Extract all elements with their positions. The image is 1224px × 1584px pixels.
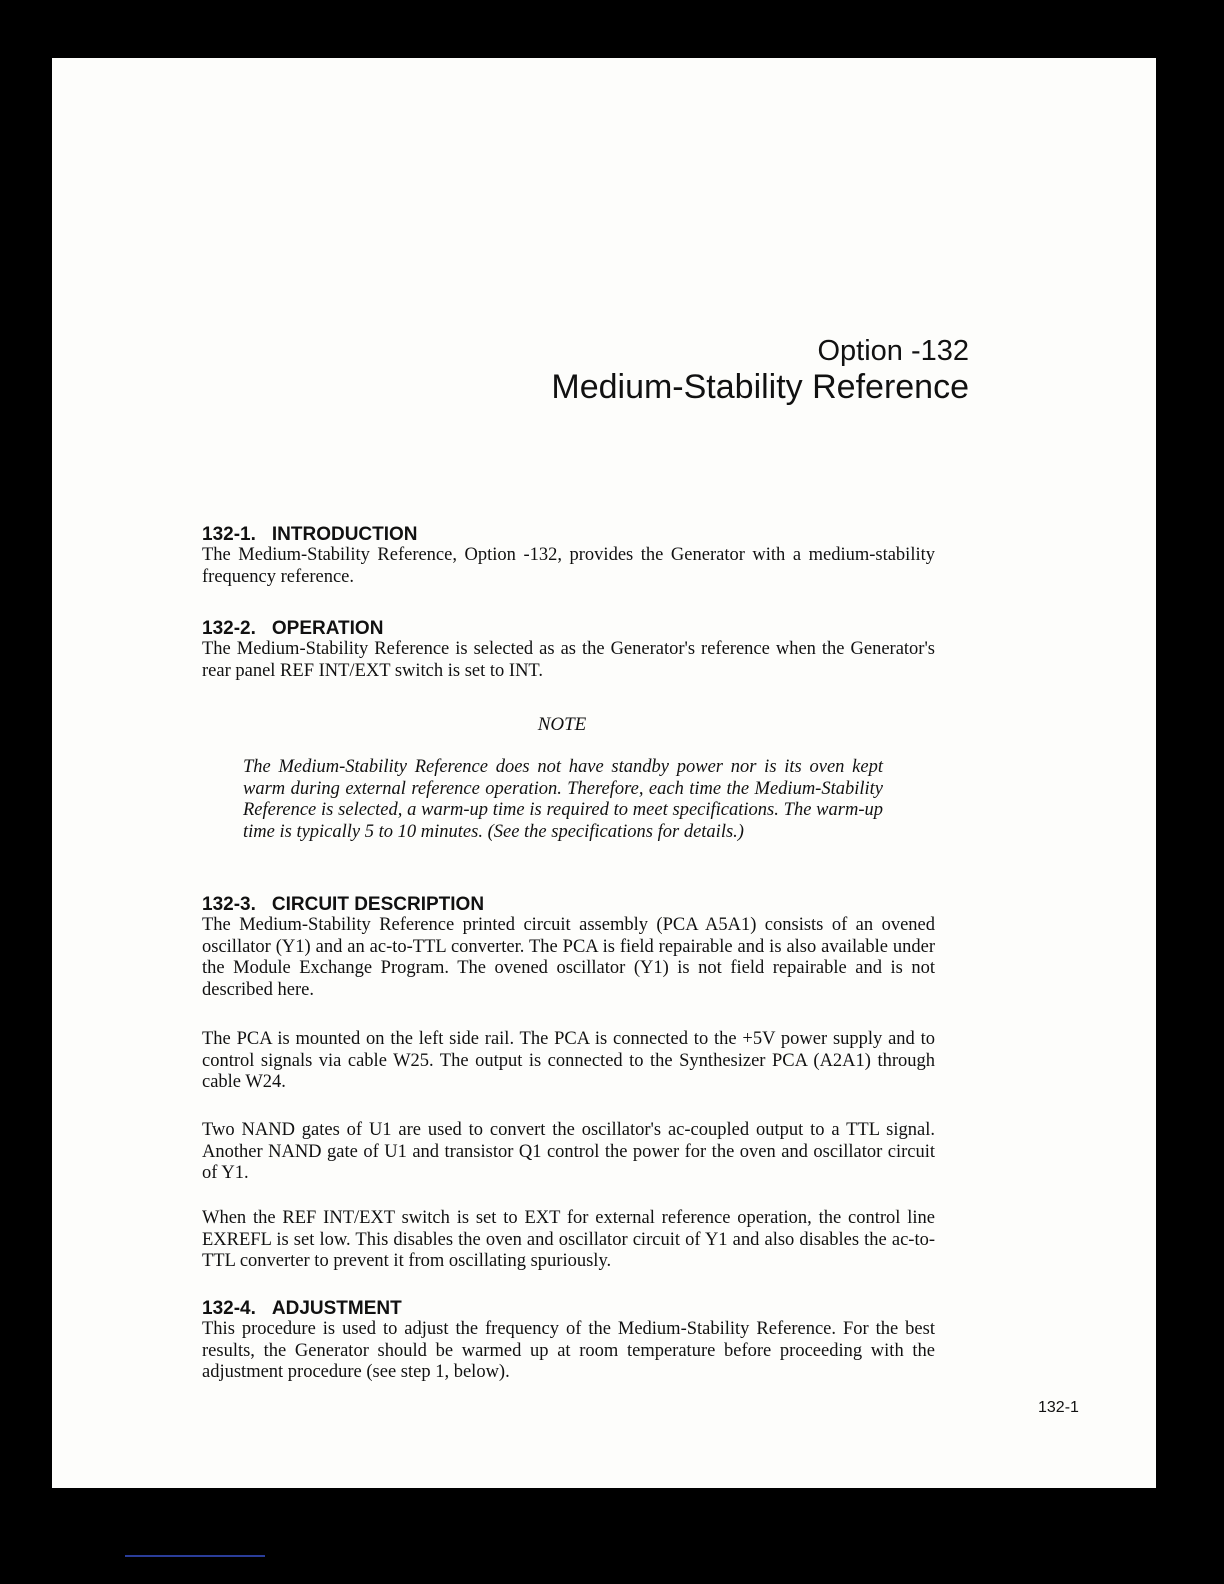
option-number: Option -132 — [817, 335, 969, 367]
scan-border — [0, 0, 1224, 60]
section-number: 132-1. — [202, 524, 256, 545]
circuit-description-paragraph-2: The PCA is mounted on the left side rail. The PCA is connected to the +5V power supply and to control signals via cable W25. The output is connected to the Synthesizer PCA (A2A1) through cable W24. — [202, 1029, 935, 1092]
section-heading-operation — [202, 618, 383, 640]
section-number: 132-2. — [202, 618, 256, 639]
circuit-description-paragraph-3: Two NAND gates of U1 are used to convert the oscillator's ac-coupled output to a TTL signal. Another NAND gate of U1 and transistor Q1 control the power for the oven and oscillator circuit of Y1. — [202, 1120, 935, 1183]
section-heading-adjustment — [202, 1298, 402, 1320]
page-number: 132-1 — [1038, 1399, 1079, 1416]
section-title: ADJUSTMENT — [271, 1298, 402, 1319]
section-title: CIRCUIT DESCRIPTION — [271, 894, 485, 915]
section-heading-circuit-description — [202, 894, 484, 916]
note-label: NOTE — [537, 714, 587, 735]
section-number: 132-3. — [202, 894, 256, 915]
section-heading-introduction — [202, 524, 418, 546]
section-title: INTRODUCTION — [271, 524, 418, 545]
adjustment-paragraph: This procedure is used to adjust the frequency of the Medium-Stability Reference. For the best results, the Generator should be warmed up at room temperature before proceeding with the adjustment procedure (see step 1, below). — [202, 1319, 935, 1382]
circuit-description-paragraph-1: The Medium-Stability Reference printed circuit assembly (PCA A5A1) consists of an ovened oscillator (Y1) and an ac-to-TTL converter. The PCA is field repairable and is also available under the Module Exchange Program. The ovened oscillator (Y1) is not field repairable and is not described here. — [202, 915, 935, 1000]
operation-paragraph: The Medium-Stability Reference is selected as as the Generator's reference when the Generator's rear panel REF INT/EXT switch is set to INT. — [202, 639, 935, 681]
introduction-paragraph: The Medium-Stability Reference, Option -132, provides the Generator with a medium-stability frequency reference. — [202, 545, 935, 587]
section-title: OPERATION — [271, 618, 384, 639]
circuit-description-paragraph-4: When the REF INT/EXT switch is set to EXT for external reference operation, the control line EXREFL is set low. This disables the oven and oscillator circuit of Y1 and also disables the ac-to-TTL converter to prevent it from oscillating spuriously. — [202, 1208, 935, 1271]
scan-edge-mark — [125, 1555, 265, 1557]
note-text: The Medium-Stability Reference does not have standby power nor is its oven kept warm during external reference operation. Therefore, each time the Medium-Stability Reference is selected, a warm-up time is required to meet specifications. The warm-up time is typically 5 to 10 minutes. (See the specifications for details.) — [243, 757, 883, 842]
section-number: 132-4. — [202, 1298, 256, 1319]
page-title: Medium-Stability Reference — [551, 368, 969, 406]
